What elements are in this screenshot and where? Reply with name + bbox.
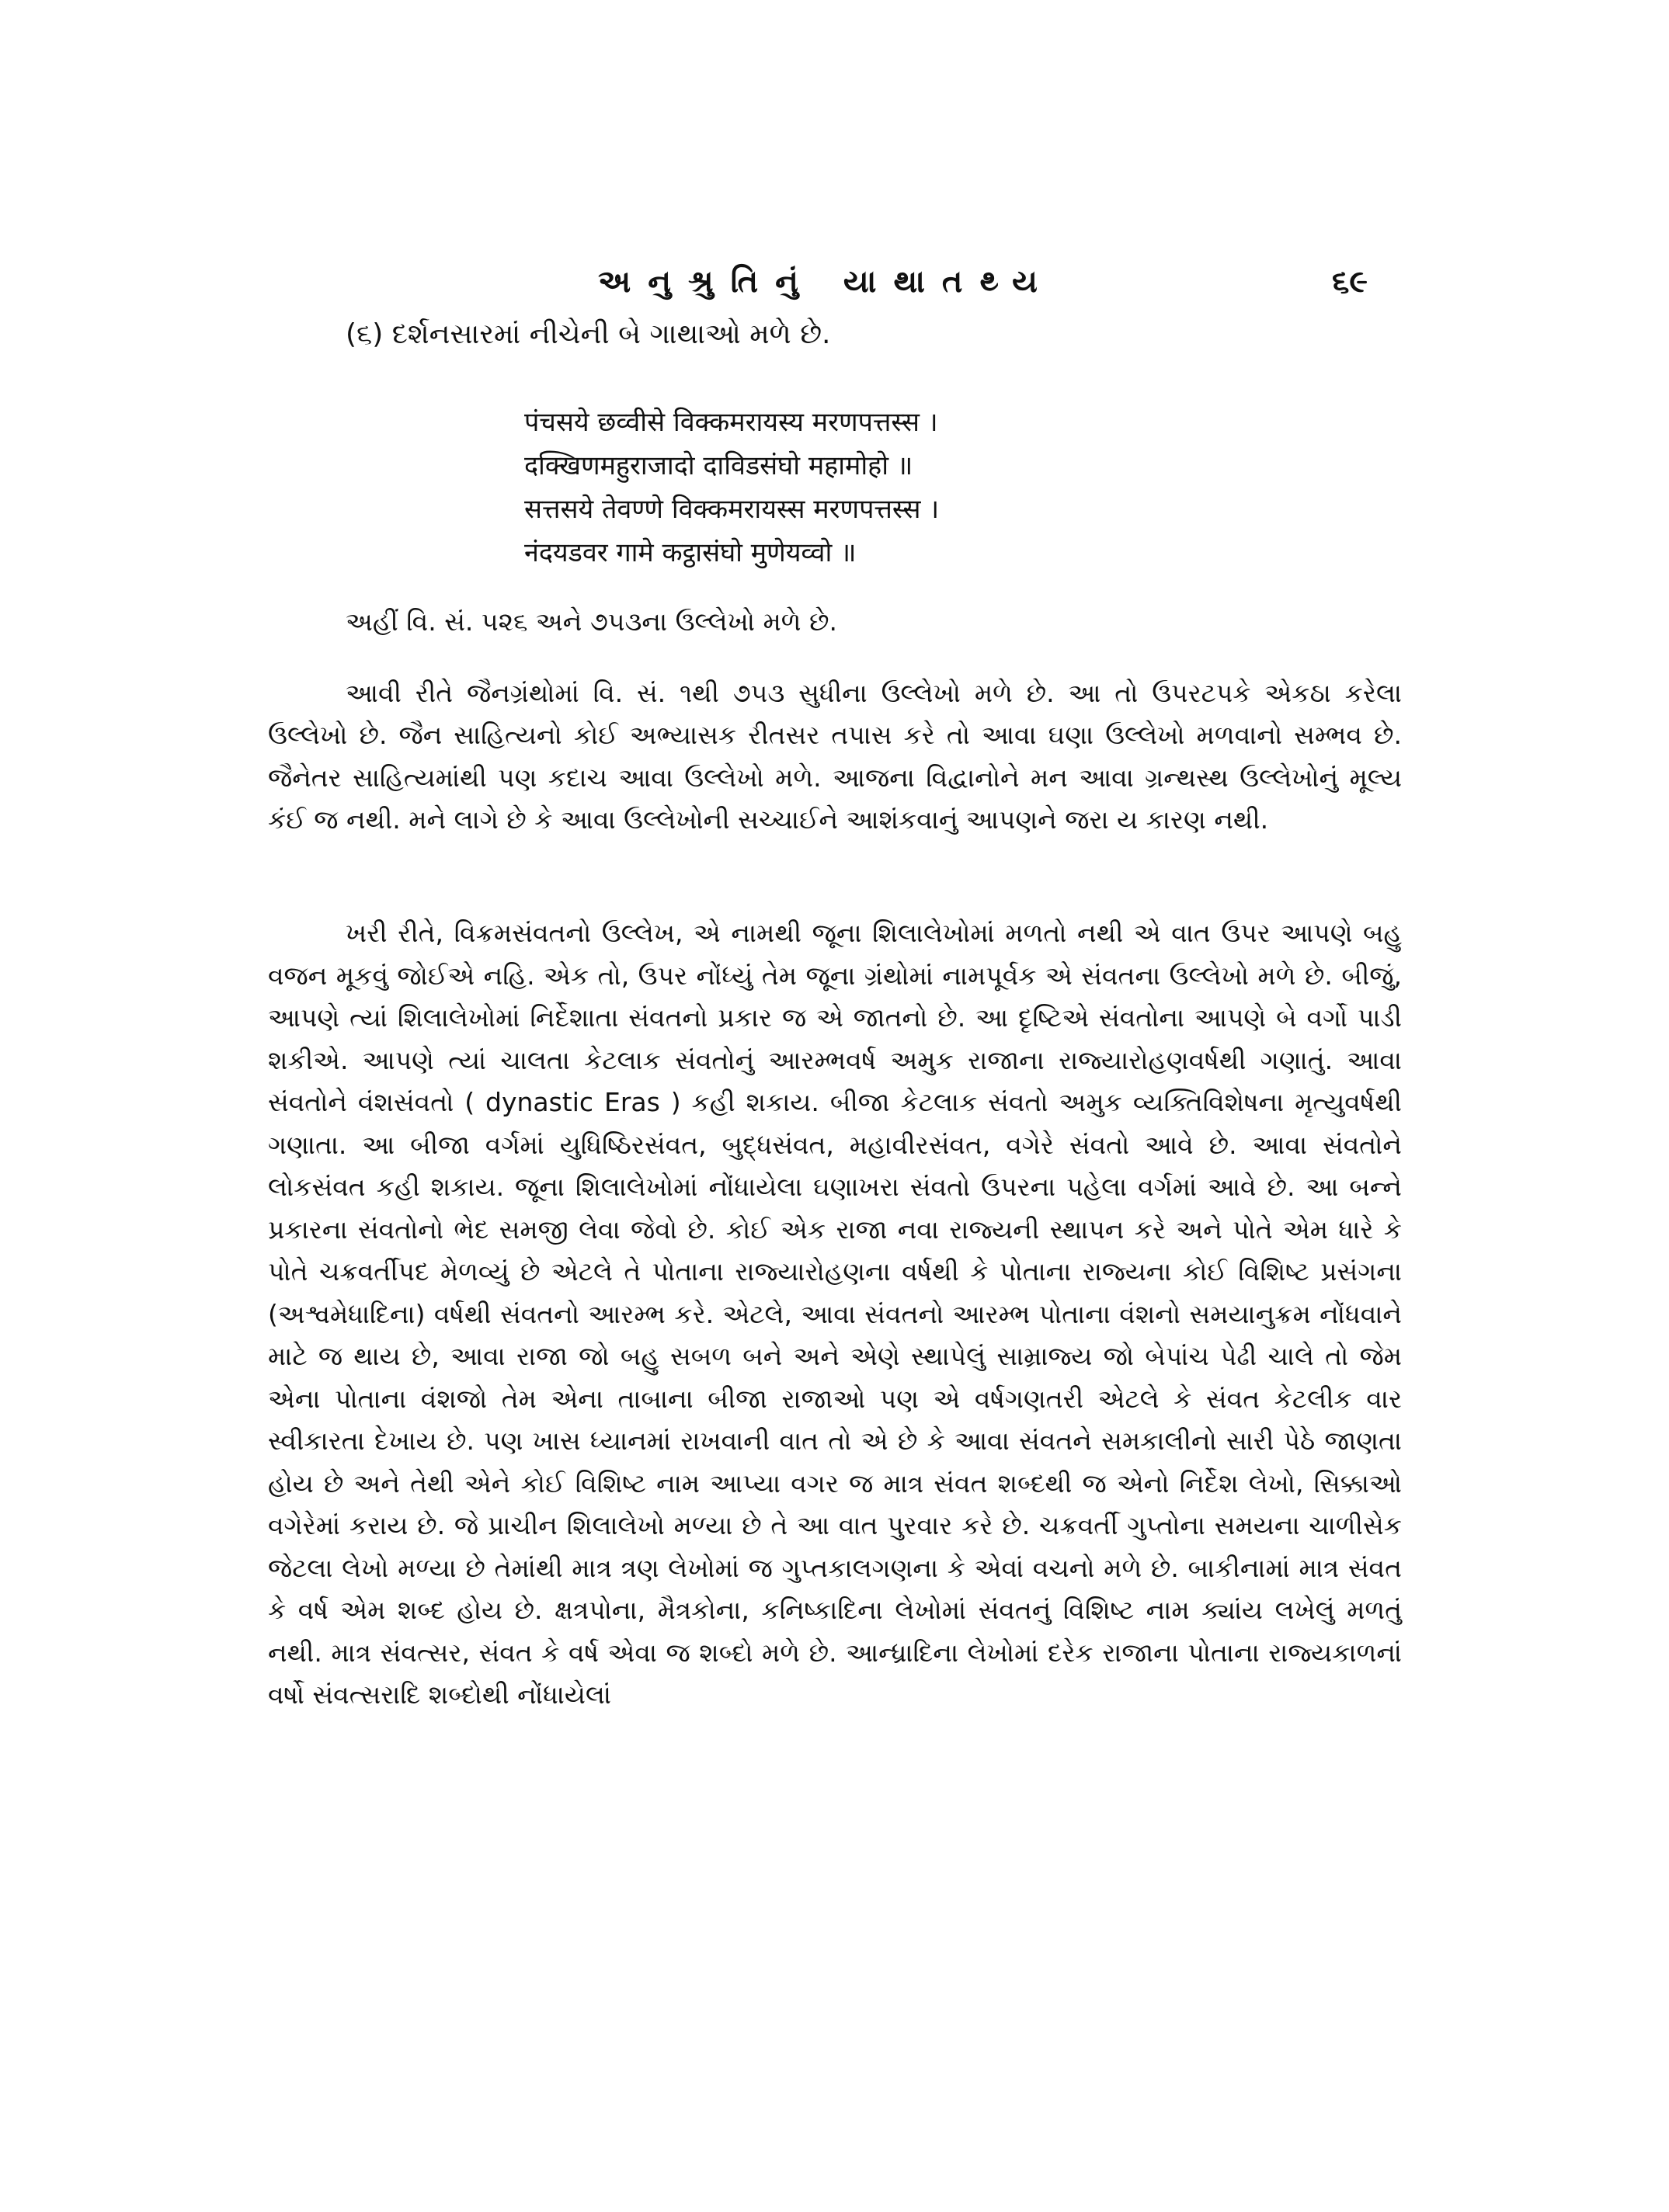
verse-block [524, 401, 939, 575]
verse-line: नंदयडवर गामे कट्ठासंघो मुणेयव्वो ॥ [524, 537, 857, 568]
intro-line: (૬) દર્શનસારમાં નીચેની બે ગાથાઓ મળે છે. [346, 318, 831, 350]
running-title: અનુશ્રુતિનું યાથાતથ્ય [598, 264, 1055, 300]
paragraph-jain-texts: આવી રીતે જૈનગ્રંથોમાં વિ. સં. ૧થી ૭૫૩ સુધીના ઉલ્લેખો મળે છે. આ તો ઉપરટપકે એકઠા કરેલા ઉલ્લેખો છે. જૈન સાહિત્યનો કોઈ અભ્યાસક રીતસર તપાસ કરે તો આવા ઘણા ઉલ્લેખો મળવાનો સમ્ભવ છે. જૈનેતર સાહિત્યમાંથી પણ કદાચ આવા ઉલ્લેખો મળે. આજના વિદ્વાનોને મન આવા ગ્રન્થસ્થ ઉલ્લેખોનું મૂલ્ય કંઈ જ નથી. મને લાગે છે કે આવા ઉલ્લેખોની સચ્ચાઈને આશંકવાનું આપણને જરા ય કારણ નથી. [268, 678, 1402, 835]
paragraph-vikram-era: ખરી રીતે, વિક્રમસંવતનો ઉલ્લેખ, એ નામથી જૂના શિલાલેખોમાં મળતો નથી એ વાત ઉપર આપણે બહુ વજન મૂકવું જોઈએ નહિ. એક તો, ઉપર નોંધ્યું તેમ જૂના ગ્રંથોમાં નામપૂર્વક એ સંવતના ઉલ્લેખો મળે છે. બીજું, આપણે ત્યાં શિલાલેખોમાં નિર્દેશાતા સંવતનો પ્રકાર જ એ જાતનો છે. આ દૃષ્ટિએ સંવતોના આપણે બે વર્ગો પાડી શકીએ. આપણે ત્યાં ચાલતા કેટલાક સંવતોનું આરમ્ભવર્ષ અમુક રાજાના રાજ્યારોહણવર્ષથી ગણાતું. આવા સંવતોને વંશસંવતો ( dynastic Eras ) કહી શકાય. બીજા કેટલાક સંવતો અમુક વ્યક્તિવિશેષના મૃત્યુવર્ષથી ગણાતા. આ બીજા વર્ગમાં યુધિષ્ઠિરસંવત, બુદ્ધસંવત, મહાવીરસંવત, વગેરે સંવતો આવે છે. આવા સંવતોને લોકસંવત કહી શકાય. જૂના શિલાલેખોમાં નોંધાયેલા ઘણાખરા સંવતો ઉપરના પહેલા વર્ગમાં આવે છે. આ બન્ને પ્રકારના સંવતોનો ભેદ સમજી લેવા જેવો છે. કોઈ એક રાજા નવા રાજ્યની સ્થાપન કરે અને પોતે એમ ધારે કે પોતે ચક્રવર્તીપદ મેળવ્યું છે એટલે તે પોતાના રાજ્યારોહણના વર્ષથી કે પોતાના રાજ્યના કોઈ વિશિષ્ટ પ્રસંગના (અશ્વમેધાદિના) વર્ષથી સંવતનો આરમ્ભ કરે. એટલે, આવા સંવતનો આરમ્ભ પોતાના વંશનો સમયાનુક્રમ નોંધવાને માટે જ થાય છે, આવા રાજા જો બહુ સબળ બને અને એણે સ્થાપેલું સામ્રાજ્ય જો બેપાંચ પેઢી ચાલે તો જેમ એના પોતાના વંશજો તેમ એના તાબાના બીજા રાજાઓ પણ એ વર્ષગણતરી એટલે કે સંવત કેટલીક વાર સ્વીકારતા દેખાય છે. પણ ખાસ ધ્યાનમાં રાખવાની વાત તો એ છે કે આવા સંવતને સમકાલીનો સારી પેઠે જાણતા હોય છે અને તેથી એને કોઈ વિશિષ્ટ નામ આપ્યા વગર જ માત્ર સંવત શબ્દથી જ એનો નિર્દેશ લેખો, સિક્કાઓ વગેરેમાં કરાય છે. જે પ્રાચીન શિલાલેખો મળ્યા છે તે આ વાત પુરવાર કરે છે. ચક્રવર્તી ગુપ્તોના સમયના ચાળીસેક જેટલા લેખો મળ્યા છે તેમાંથી માત્ર ત્રણ લેખોમાં જ ગુપ્તકાલગણના કે એવાં વચનો મળે છે. બાકીનામાં માત્ર સંવત કે વર્ષ એમ શબ્દ હોય છે. ક્ષત્રપોના, મૈત્રકોના, કનિષ્કાદિના લેખોમાં સંવતનું વિશિષ્ટ નામ ક્યાંય લખેલું મળતું નથી. માત્ર સંવત્સર, સંવત કે વર્ષ એવા જ શબ્દો મળે છે. આન્ધ્રાદિના લેખોમાં દરેક રાજાના પોતાના રાજ્યકાળનાં વર્ષો સંવત્સરાદિ શબ્દોથી નોંધાયેલાં [268, 918, 1402, 1710]
page-number: ૬૯ [1332, 264, 1368, 300]
verse-line: दक्खिणमहुराजादो दाविडसंघो महामोहो ॥ [524, 450, 913, 481]
verse-line: पंचसये छव्वीसे विक्कमरायस्य मरणपत्तस्स । [524, 407, 938, 438]
mentions-line: અહીં વિ. સં. ૫૨૬ અને ૭૫૩ના ઉલ્લેખો મળે છે. [346, 606, 838, 637]
verse-line: सत्तसये तेवण्णे विक्कमरायस्स मरणपत्तस्स । [524, 494, 940, 525]
